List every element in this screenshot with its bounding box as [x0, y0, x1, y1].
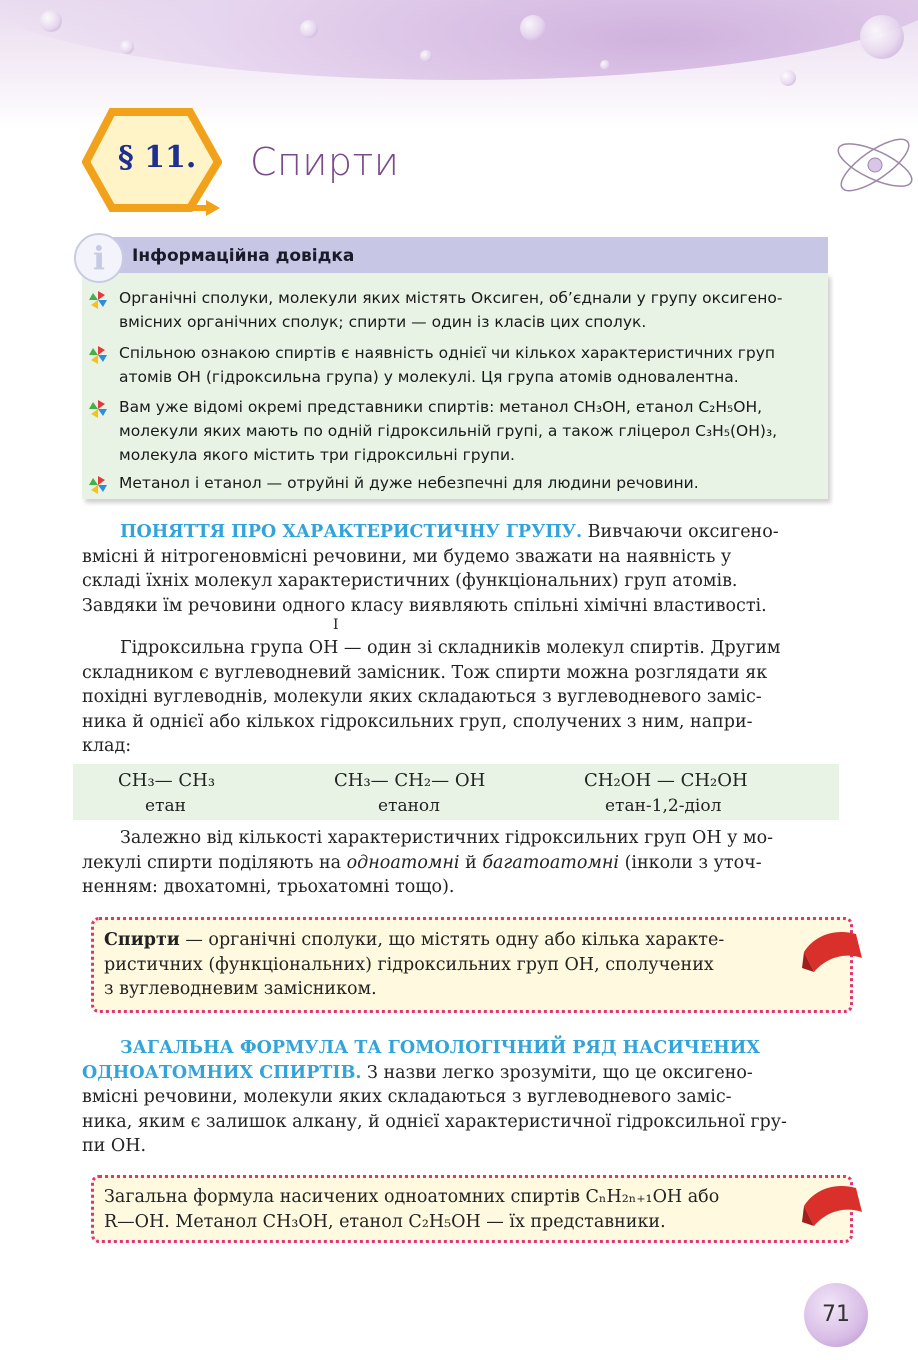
- text-line: R—OH. Метанол CH₃OH, етанол C₂H₅OH — їх представники.: [104, 1211, 666, 1232]
- term-polyatomic: багатоатомні: [482, 852, 620, 873]
- bullet-line: вмісних органічних сполук; спирти — один із класів цих сполук.: [119, 313, 647, 331]
- text-line: ристичних (функціональних) гідроксильних груп OH, сполучених: [104, 954, 714, 975]
- text-line: складі їхніх молекул характеристичних (функціональних) груп атомів.: [82, 571, 738, 591]
- example-formula: CH₃— CH₃: [118, 770, 216, 791]
- decorative-bubble: [600, 60, 610, 70]
- bullet-line: молекула якого містить три гідроксильні групи.: [119, 446, 515, 464]
- example-name: етан: [145, 796, 186, 816]
- decorative-bubble: [420, 50, 432, 62]
- text-line: Залежно від кількості характеристичних гідроксильних груп OH у мо-: [120, 828, 774, 848]
- section1-heading: ПОНЯТТЯ ПРО ХАРАКТЕРИСТИЧНУ ГРУПУ.: [120, 522, 583, 542]
- text-line: вмісні речовини, молекули яких складаються з вуглеводневого заміс-: [82, 1087, 732, 1107]
- text-run: З назви легко зрозуміти, що це оксигено-: [361, 1062, 753, 1083]
- bullet-line: Метанол і етанол — отруйні й дуже небезпечні для людини речовини.: [119, 474, 699, 492]
- text-run: лекулі спирти поділяють на: [82, 852, 347, 873]
- text-line: ника й однієї або кількох гідроксильних груп, сполучених з ним, напри-: [82, 711, 753, 732]
- pinwheel-bullet-icon: [88, 345, 108, 365]
- info-bullet: [119, 341, 819, 389]
- section2-heading: ЗАГАЛЬНА ФОРМУЛА ТА ГОМОЛОГІЧНИЙ РЯД НАСИЧЕНИХ: [120, 1038, 760, 1058]
- example-formula: CH₂OH — CH₂OH: [584, 770, 748, 791]
- classification-paragraph: [82, 826, 830, 900]
- bullet-line: Органічні сполуки, молекули яких містять Оксиген, об’єднали у групу оксигено-: [119, 289, 783, 307]
- info-bullet: [119, 286, 819, 334]
- text-line: пи OH.: [82, 1136, 147, 1156]
- example-name: етанол: [378, 796, 440, 816]
- section-number: § 11.: [118, 140, 197, 175]
- bond-mark: I: [333, 617, 339, 633]
- bookmark-ribbon-icon: [800, 1176, 866, 1234]
- term-monoatomic: одноатомні: [346, 852, 460, 873]
- bullet-line: Вам уже відомі окремі представники спиртів: метанол CH₃OH, етанол C₂H₅OH,: [119, 398, 763, 416]
- bullet-line: Спільною ознакою спиртів є наявність однієї чи кількох характеристичних груп: [119, 344, 776, 362]
- bookmark-ribbon-icon: [800, 922, 866, 980]
- text-run: Вивчаючи оксигено-: [582, 522, 779, 542]
- info-bullet: [119, 471, 819, 495]
- text-line: з вуглеводневим замісником.: [104, 979, 377, 999]
- info-title: Інформаційна довідка: [132, 246, 355, 266]
- example-name: етан-1,2-діол: [605, 796, 722, 816]
- bullet-line: молекули яких мають по одній гідроксильній групі, а також гліцерол C₃H₅(OH)₃,: [119, 422, 778, 440]
- definition-text: [104, 928, 790, 1002]
- definition-term: Спирти: [104, 930, 180, 950]
- section2-heading-cont: ОДНОАТОМНИХ СПИРТІВ.: [82, 1062, 362, 1083]
- info-bullet: [119, 395, 819, 467]
- text-line: ненням: двохатомні, трьохатомні тощо).: [82, 877, 455, 897]
- section1-paragraph: [82, 520, 830, 618]
- general-formula-text: [104, 1185, 790, 1234]
- decorative-bubble: [520, 15, 546, 41]
- text-run: — органічні сполуки, що містять одну або кілька характе-: [179, 930, 725, 950]
- text-line: Гідроксильна група OH — один зі складників молекул спиртів. Другим: [120, 638, 781, 658]
- text-line: клад:: [82, 736, 132, 756]
- pinwheel-bullet-icon: [88, 290, 108, 310]
- text-line: ника, яким є залишок алкану, й однієї характеристичної гідроксильної гру-: [82, 1111, 787, 1132]
- text-run: й: [459, 852, 483, 873]
- decorative-bubble: [860, 15, 904, 59]
- pinwheel-bullet-icon: [88, 475, 108, 495]
- text-line: складником є вуглеводневий замісник. Тож спирти можна розглядати як: [82, 662, 768, 683]
- page-title: Спирти: [250, 140, 400, 184]
- section2-paragraph: [82, 1036, 830, 1159]
- section1-paragraph-2: [82, 636, 830, 759]
- pinwheel-bullet-icon: [88, 399, 108, 419]
- text-line: Завдяки їм речовини одного класу виявляють спільні хімічні властивості.: [82, 595, 767, 616]
- text-line: вмісні й нітрогеновмісні речовини, ми будемо зважати на наявність у: [82, 546, 732, 567]
- text-line: похідні вуглеводнів, молекули яких складаються з вуглеводневого заміс-: [82, 687, 762, 707]
- decorative-bubble: [40, 10, 62, 32]
- page-number: 71: [804, 1283, 868, 1347]
- decorative-bubble: [780, 70, 796, 86]
- atom-icon: [830, 120, 918, 210]
- decorative-bubble: [120, 40, 134, 54]
- decorative-bubble: [300, 20, 318, 38]
- text-line: Загальна формула насичених одноатомних спиртів CₙH₂ₙ₊₁OH або: [104, 1187, 720, 1207]
- info-icon: i: [74, 233, 124, 283]
- example-formula: CH₃— CH₂— OH: [334, 770, 486, 791]
- bullet-line: атомів OH (гідроксильна група) у молекулі. Ця група атомів одновалентна.: [119, 368, 739, 386]
- text-run: (інколи з уточ-: [619, 852, 762, 873]
